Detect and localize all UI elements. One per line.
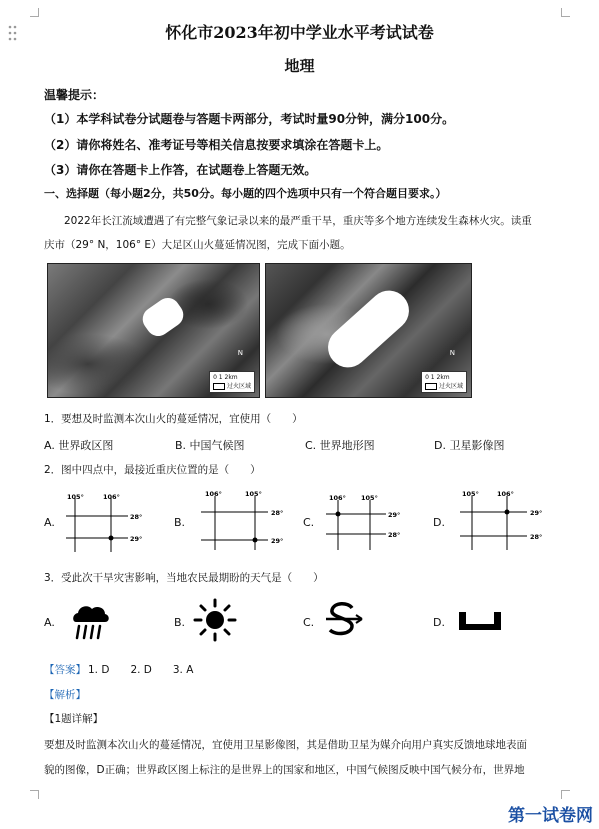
grid-point — [336, 512, 341, 517]
lat-label: 28° — [130, 513, 143, 521]
analysis-sub-label: 【1题详解】 — [44, 713, 104, 725]
lon-label: 106° — [329, 494, 346, 502]
question-stem: 1．要想及时监测本次山火的蔓延情况，宜使用（ ） — [44, 413, 303, 425]
q1-option-b[interactable]: B. 中国气候图 — [175, 439, 245, 452]
lon-label: 106° — [497, 490, 514, 498]
lat-label: 29° — [271, 537, 284, 545]
rain-icon[interactable] — [70, 600, 112, 642]
q2-option-b[interactable]: B. — [174, 516, 186, 529]
north-arrow: N — [237, 349, 243, 357]
q2-option-a[interactable]: A. — [44, 516, 55, 529]
q3-option-a[interactable]: A. — [44, 616, 55, 629]
site-logo: 第一试卷网 — [508, 806, 593, 826]
dust-icon[interactable] — [456, 608, 504, 634]
exam-title: 怀化市2023年初中学业水平考试试卷 — [165, 23, 434, 42]
lon-label: 105° — [361, 494, 378, 502]
q3-option-d[interactable]: D. — [433, 616, 445, 629]
notice-item: （2）请你将姓名、准考证号等相关信息按要求填涂在答题卡上。 — [44, 138, 389, 152]
legend-label: 过火区域 — [226, 383, 251, 390]
answer-label: 【答案】 — [44, 664, 86, 676]
satellite-image-after — [265, 263, 472, 398]
lat-label: 29° — [130, 535, 143, 543]
q1-option-d[interactable]: D. 卫星影像图 — [434, 439, 505, 452]
corner-mark — [30, 790, 39, 799]
analysis-label: 【解析】 — [44, 689, 86, 701]
satellite-image-before — [47, 263, 260, 398]
q2-option-d[interactable]: D. — [433, 516, 445, 529]
notice-item: （1）本学科试卷分试题卷与答题卡两部分，考试时量90分钟，满分100分。 — [44, 112, 455, 126]
map-legend — [209, 371, 255, 393]
lat-lon-grid-a[interactable] — [58, 490, 146, 556]
grid-point — [253, 538, 258, 543]
analysis-text: 要想及时监测本次山火的蔓延情况，宜使用卫星影像图，其是借助卫星为媒介向用户真实反馈地球地表面 — [44, 739, 527, 751]
exam-subject: 地理 — [284, 57, 315, 75]
lat-label: 28° — [530, 533, 543, 541]
lon-label: 105° — [245, 490, 262, 498]
map-legend — [421, 371, 467, 393]
q1-option-a[interactable]: A. 世界政区图 — [44, 439, 114, 452]
scale-bar: 0 1 2km — [425, 374, 450, 381]
lon-label: 106° — [103, 493, 120, 501]
lat-lon-grid-d[interactable] — [452, 488, 550, 554]
question-stem: 3．受此次干旱灾害影响，当地农民最期盼的天气是（ ） — [44, 572, 324, 584]
analysis-text: 貌的图像，D正确；世界政区图上标注的是世界上的国家和地区，中国气候图反映中国气候分布，世界地 — [44, 764, 525, 776]
legend-swatch — [425, 383, 437, 390]
lon-label: 106° — [205, 490, 222, 498]
section-heading: 一、选择题（每小题2分，共50分。每小题的四个选项中只有一个符合题目要求。） — [44, 187, 447, 200]
lon-label: 105° — [462, 490, 479, 498]
notice-item: （3）请你在答题卡上作答，在试题卷上答题无效。 — [44, 163, 317, 177]
q3-option-c[interactable]: C. — [303, 616, 315, 629]
q1-option-c[interactable]: C. 世界地形图 — [305, 439, 375, 452]
lat-lon-grid-b[interactable] — [193, 488, 291, 554]
north-arrow: N — [449, 349, 455, 357]
wind-icon[interactable] — [322, 600, 368, 640]
burned-area — [138, 293, 188, 341]
legend-swatch — [213, 383, 225, 390]
legend-label: 过火区域 — [438, 383, 463, 390]
lon-label: 105° — [67, 493, 84, 501]
answer-values: 1. D 2. D 3. A — [88, 664, 194, 676]
lat-label: 28° — [271, 509, 284, 517]
q3-option-b[interactable]: B. — [174, 616, 186, 629]
lat-label: 29° — [388, 511, 401, 519]
corner-mark — [561, 8, 570, 17]
corner-mark — [30, 8, 39, 17]
sun-icon[interactable] — [193, 598, 237, 642]
lat-lon-grid-c[interactable] — [318, 492, 408, 554]
grid-point — [109, 536, 114, 541]
intro-text: 2022年长江流域遭遇了有完整气象记录以来的最严重干旱，重庆等多个地方连续发生森林火灾。读重 — [64, 215, 532, 227]
burned-area — [320, 282, 417, 375]
q2-option-c[interactable]: C. — [303, 516, 315, 529]
intro-text: 庆市（29° N，106° E）大足区山火蔓延情况图，完成下面小题。 — [44, 239, 351, 251]
lat-label: 28° — [388, 531, 401, 539]
notice-heading: 温馨提示： — [44, 88, 105, 102]
lat-label: 29° — [530, 509, 543, 517]
grid-point — [505, 510, 510, 515]
corner-mark — [561, 790, 570, 799]
scale-bar: 0 1 2km — [213, 374, 238, 381]
question-stem: 2．图中四点中，最接近重庆位置的是（ ） — [44, 464, 261, 476]
